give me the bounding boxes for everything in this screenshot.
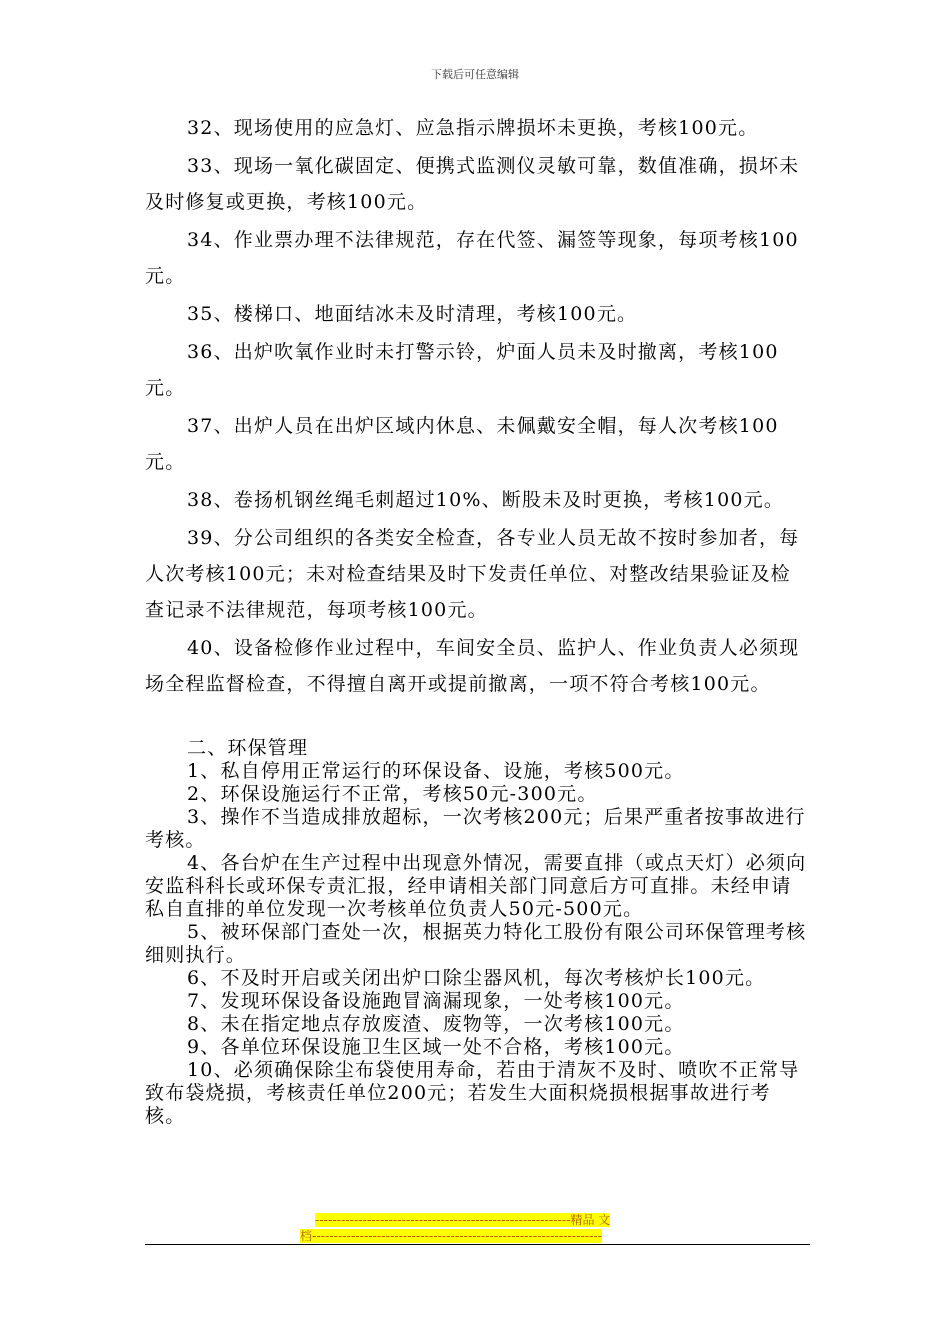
list-item: 8、未在指定地点存放废渣、废物等，一次考核100元。 <box>187 1013 685 1035</box>
list-item: 37、出炉人员在出炉区域内休息、未佩戴安全帽，每人次考核100元。 <box>145 415 779 473</box>
list-item: 2、环保设施运行不正常，考核50元-300元。 <box>187 783 598 805</box>
page-header: 下载后可任意编辑 <box>431 68 519 81</box>
list-item: 32、现场使用的应急灯、应急指示牌损坏未更换，考核100元。 <box>187 117 759 139</box>
list-item: 33、现场一氧化碳固定、便携式监测仪灵敏可靠，数值准确，损坏未及时修复或更换，考核100元。 <box>145 155 800 213</box>
footer-watermark <box>300 1212 660 1244</box>
list-item: 40、设备检修作业过程中，车间安全员、监护人、作业负责人必须现场全程监督检查，不得擅自离开或提前撤离，一项不符合考核100元。 <box>145 637 800 695</box>
footer-divider <box>145 1244 810 1245</box>
list-item: 38、卷扬机钢丝绳毛刺超过10%、断股未及时更换，考核100元。 <box>187 489 785 511</box>
list-item: 5、被环保部门查处一次，根据英力特化工股份有限公司环保管理考核细则执行。 <box>145 921 807 966</box>
safety-items-section <box>145 110 810 704</box>
list-item: 4、各台炉在生产过程中出现意外情况，需要直排（或点天灯）必须向安监科科长或环保专责汇报，经申请相关部门同意后方可直排。未经申请私自直排的单位发现一次考核单位负责人50元-500元。 <box>145 852 807 920</box>
section-title: 二、环保管理 <box>187 737 309 759</box>
list-item: 10、必须确保除尘布袋使用寿命，若由于清灰不及时、喷吹不正常导致布袋烧损，考核责任单位200元；若发生大面积烧损根据事故进行考核。 <box>145 1059 800 1127</box>
footer-line-2: 档------------------------------------------------------------------- <box>300 1229 603 1243</box>
list-item: 39、分公司组织的各类安全检查，各专业人员无故不按时参加者，每人次考核100元；未对检查结果及时下发责任单位、对整改结果验证及检查记录不法律规范，每项考核100元。 <box>145 527 800 621</box>
list-item: 6、不及时开启或关闭出炉口除尘器风机，每次考核炉长100元。 <box>187 967 766 989</box>
list-item: 9、各单位环保设施卫生区域一处不合格，考核100元。 <box>187 1036 685 1058</box>
footer-line-1: -----------------------------------------------------------精品 文 <box>315 1213 611 1227</box>
list-item: 35、楼梯口、地面结冰未及时清理，考核100元。 <box>187 303 638 325</box>
list-item: 36、出炉吹氧作业时未打警示铃，炉面人员未及时撤离，考核100元。 <box>145 341 779 399</box>
list-item: 3、操作不当造成排放超标，一次考核200元；后果严重者按事故进行考核。 <box>145 806 806 851</box>
list-item: 34、作业票办理不法律规范，存在代签、漏签等现象，每项考核100元。 <box>145 229 799 287</box>
list-item: 1、私自停用正常运行的环保设备、设施，考核500元。 <box>187 760 685 782</box>
list-item: 7、发现环保设备设施跑冒滴漏现象，一处考核100元。 <box>187 990 685 1012</box>
environmental-management-section <box>145 737 810 1128</box>
